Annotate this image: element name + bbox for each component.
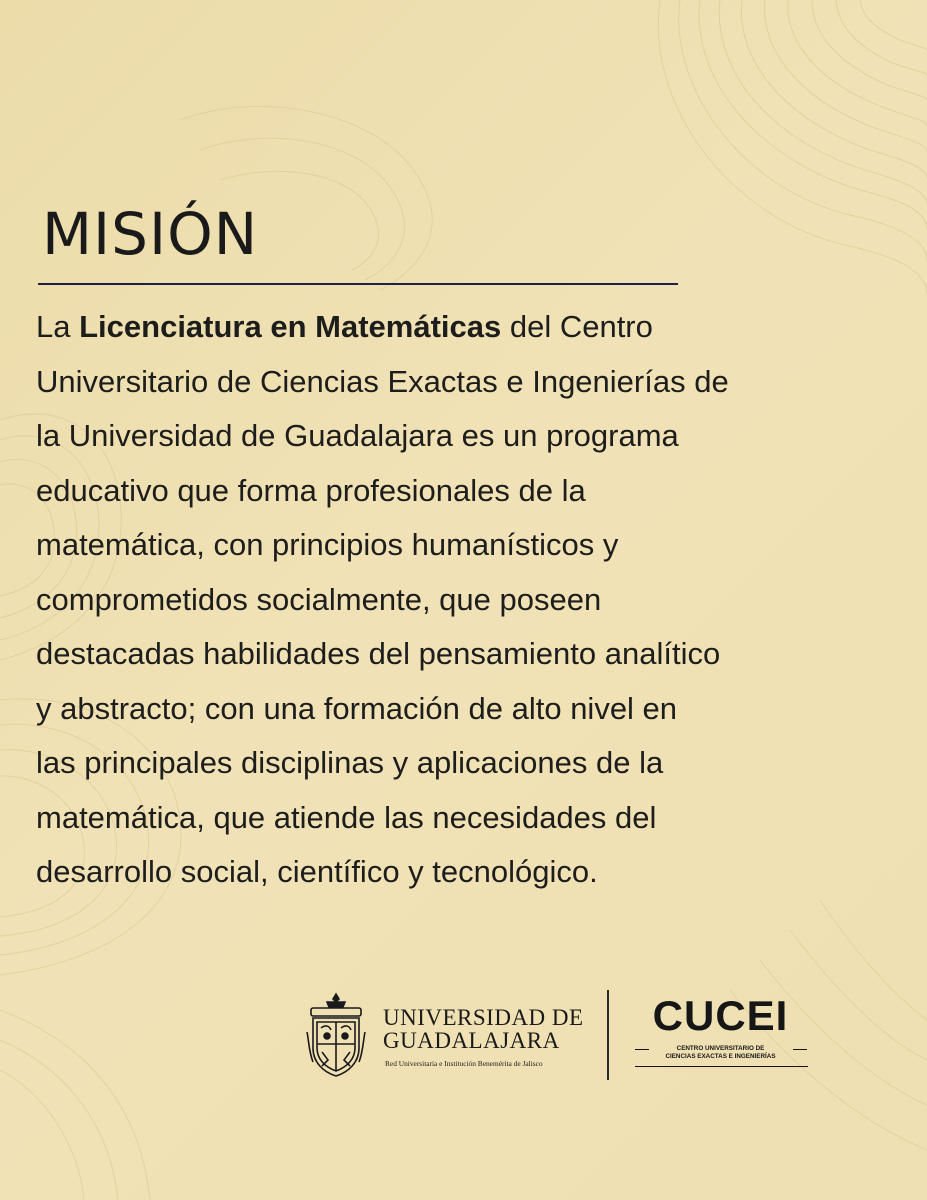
mission-line: desarrollo social, científico y tecnológico. [36,854,598,889]
mission-line: matemática, con principios humanísticos y [36,527,619,562]
page-title: MISIÓN [42,200,259,268]
mission-line: la Universidad de Guadalajara es un programa [36,418,679,453]
title-underline [38,283,678,285]
udg-tagline: Red Universitaria e Institución Benemérita de Jalisco [385,1059,543,1068]
logo-divider [607,990,609,1080]
cucei-subtitle: CENTRO UNIVERSITARIO DE CIENCIAS EXACTAS E INGENIERÍAS [665,1045,776,1060]
mission-line: comprometidos socialmente, que poseen [36,581,602,617]
mission-line: educativo que forma profesionales de la [36,472,586,508]
mission-line: Universitario de Ciencias Exactas e Ingenierías de [36,363,729,399]
mission-line: las principales disciplinas y aplicaciones de la [36,745,664,780]
mission-line: matemática, que atiende las necesidades del [36,799,657,835]
udg-coat-of-arms-icon [305,992,367,1078]
mission-line: destacadas habilidades del pensamiento analítico [36,636,721,671]
udg-wordmark: UNIVERSIDAD DE GUADALAJARA [383,1005,584,1053]
mission-line: y abstracto; con una formación de alto nivel en [36,690,678,726]
cucei-wordmark: CUCEI [652,992,789,1039]
footer-logos [305,988,825,1088]
mission-line: La Licenciatura en Matemáticas del Centro [36,309,653,344]
cucei-rule-bottom [635,1066,808,1067]
mission-text [36,300,816,900]
program-name: Licenciatura en Matemáticas [79,309,502,344]
